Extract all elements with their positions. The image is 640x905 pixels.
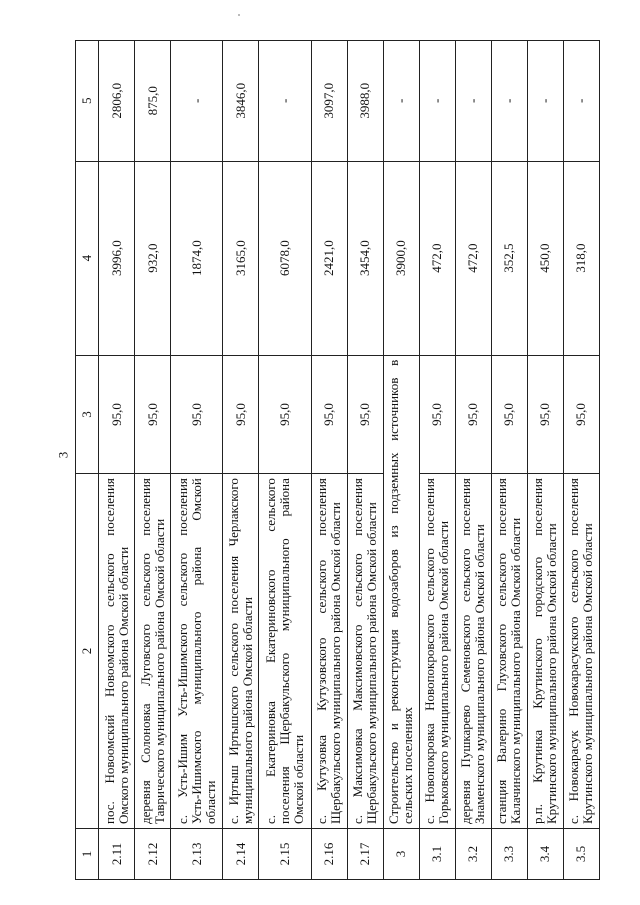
row-name-cell [347,474,383,829]
row-col3-cell: 95,0 [491,355,527,473]
row-name-cell [99,474,135,829]
table-row [347,41,383,880]
row-number-cell: 2.12 [135,829,171,880]
header-cell-4: 4 [76,161,99,355]
row-col3-cell: 95,0 [527,355,563,473]
row-col5-cell: - [259,41,311,162]
row-col5-cell: 2806,0 [99,41,135,162]
header-cell-5: 5 [76,41,99,162]
row-name-line: Таврического муниципального района Омской области [151,518,167,824]
row-col3-cell: 95,0 [99,355,135,473]
row-name-cell [383,355,419,828]
row-number-cell: 3.2 [455,829,491,880]
row-col5-cell: - [563,41,599,162]
row-number-cell: 2.13 [171,829,223,880]
row-name-line: Усть-Ишимского муниципального района Омской [188,478,204,824]
table-row [527,41,563,880]
scan-artifact [238,14,240,16]
row-col4-cell: 472,0 [419,161,455,355]
row-name-line: Крутинского муниципального района Омской области [544,523,560,824]
row-name-line: р.п. Крутинка Крутинского городского поселения [530,478,546,824]
row-col3-cell: 95,0 [171,355,223,473]
row-col3-cell: 95,0 [223,355,259,473]
row-name-line: с. Новопокровка Новопокровского сельского поселения [422,478,438,824]
row-name-cell [419,474,455,829]
row-name-line: с. Максимовка Максимовского сельского поселения [350,478,366,824]
row-name-cell [491,474,527,829]
header-cell-2: 2 [76,474,99,829]
table-row [491,41,527,880]
row-name-cell [223,474,259,829]
row-name-line: Щербакульского муниципального района Омской области [364,502,380,824]
rotated-document [75,40,600,880]
row-col5-cell: 875,0 [135,41,171,162]
row-name-line: с. Екатериновка Екатериновского сельского [263,478,279,824]
row-name-cell [455,474,491,829]
row-number-cell: 2.15 [259,829,311,880]
row-name-cell [527,474,563,829]
page-number: 3 [55,451,71,459]
table-header-row [76,41,99,880]
row-name-line: Омского муниципального района Омской области [115,546,131,824]
row-name-line: Горьковского муниципального района Омской области [436,520,452,824]
row-col3-cell: 95,0 [347,355,383,473]
row-col5-cell: - [171,41,223,162]
row-name-line: поселения Щербакульского муниципального района [277,478,293,824]
row-col5-cell: 3097,0 [311,41,347,162]
row-name-line: станция Валерино Глуховского сельского поселения [494,478,510,824]
table-row [455,41,491,880]
row-number-cell: 2.14 [223,829,259,880]
row-number-cell: 3.4 [527,829,563,880]
row-name-cell [259,474,311,829]
row-col5-cell: 3846,0 [223,41,259,162]
row-col3-cell: 95,0 [259,355,311,473]
row-name-line: сельских поселениях [400,706,416,824]
row-col5-cell: - [491,41,527,162]
row-name-cell [311,474,347,829]
row-name-line: области [202,780,218,824]
row-number-cell: 2.11 [99,829,135,880]
row-name-line: Щербакульского муниципального района Омской области [328,502,344,824]
row-col4-cell: 6078,0 [259,161,311,355]
table-row [563,41,599,880]
row-name-line: Омской области [291,734,307,824]
table-row [99,41,135,880]
row-name-line: с. Новокарасук Новокарасукского сельского поселения [566,478,582,824]
row-col4-cell: 2421,0 [311,161,347,355]
row-number-cell: 3.1 [419,829,455,880]
table-body [76,41,600,880]
row-name-cell [563,474,599,829]
table-row [223,41,259,880]
row-name-line: деревня Солоновка Луговского сельского поселения [137,478,153,824]
header-cell-3: 3 [76,355,99,473]
row-col3-cell: 95,0 [455,355,491,473]
row-name-line: Строительство и реконструкция водозаборов из подземных источников в [386,359,402,824]
data-table [75,40,600,880]
row-name-line: деревня Пушкарево Семеновского сельского поселения [458,478,474,824]
row-col4-cell: 352,5 [491,161,527,355]
row-col3-cell: 95,0 [419,355,455,473]
row-col3-cell: 95,0 [135,355,171,473]
row-col5-cell: - [527,41,563,162]
table-row [171,41,223,880]
row-name-line: Знаменского муниципального района Омской области [472,524,488,824]
row-col5-cell: - [383,41,419,162]
row-name-line: муниципального района Омской области [239,597,255,824]
row-name-cell [171,474,223,829]
row-col4-cell: 3454,0 [347,161,383,355]
row-name-line: с. Усть-Ишим Усть-Ишимского сельского поселения [174,478,190,824]
row-col4-cell: 3900,0 [383,161,419,355]
row-name-line: с. Кутузовка Кутузовского сельского поселения [314,478,330,824]
row-number-cell: 3 [383,829,419,880]
row-col5-cell: 3988,0 [347,41,383,162]
row-col4-cell: 3165,0 [223,161,259,355]
row-number-cell: 3.3 [491,829,527,880]
table-section-row [383,41,419,880]
row-name-cell [135,474,171,829]
row-col5-cell: - [419,41,455,162]
table-row [259,41,311,880]
row-name-line: с. Иртыш Иртышского сельского поселения Черлакского [225,478,241,824]
table-row [135,41,171,880]
row-col4-cell: 1874,0 [171,161,223,355]
row-col4-cell: 450,0 [527,161,563,355]
row-name-line: пос. Новоомский Новоомского сельского поселения [101,478,117,824]
row-number-cell: 3.5 [563,829,599,880]
row-col3-cell: 95,0 [311,355,347,473]
row-name-line: Калачинского муниципального района Омской области [508,517,524,824]
header-cell-1: 1 [76,829,99,880]
table-row [311,41,347,880]
table-row [419,41,455,880]
row-col5-cell: - [455,41,491,162]
row-col4-cell: 318,0 [563,161,599,355]
row-col4-cell: 932,0 [135,161,171,355]
row-col4-cell: 472,0 [455,161,491,355]
row-number-cell: 2.16 [311,829,347,880]
row-number-cell: 2.17 [347,829,383,880]
row-col4-cell: 3996,0 [99,161,135,355]
row-col3-cell: 95,0 [563,355,599,473]
row-name-line: Крутинского муниципального района Омской области [580,523,596,824]
